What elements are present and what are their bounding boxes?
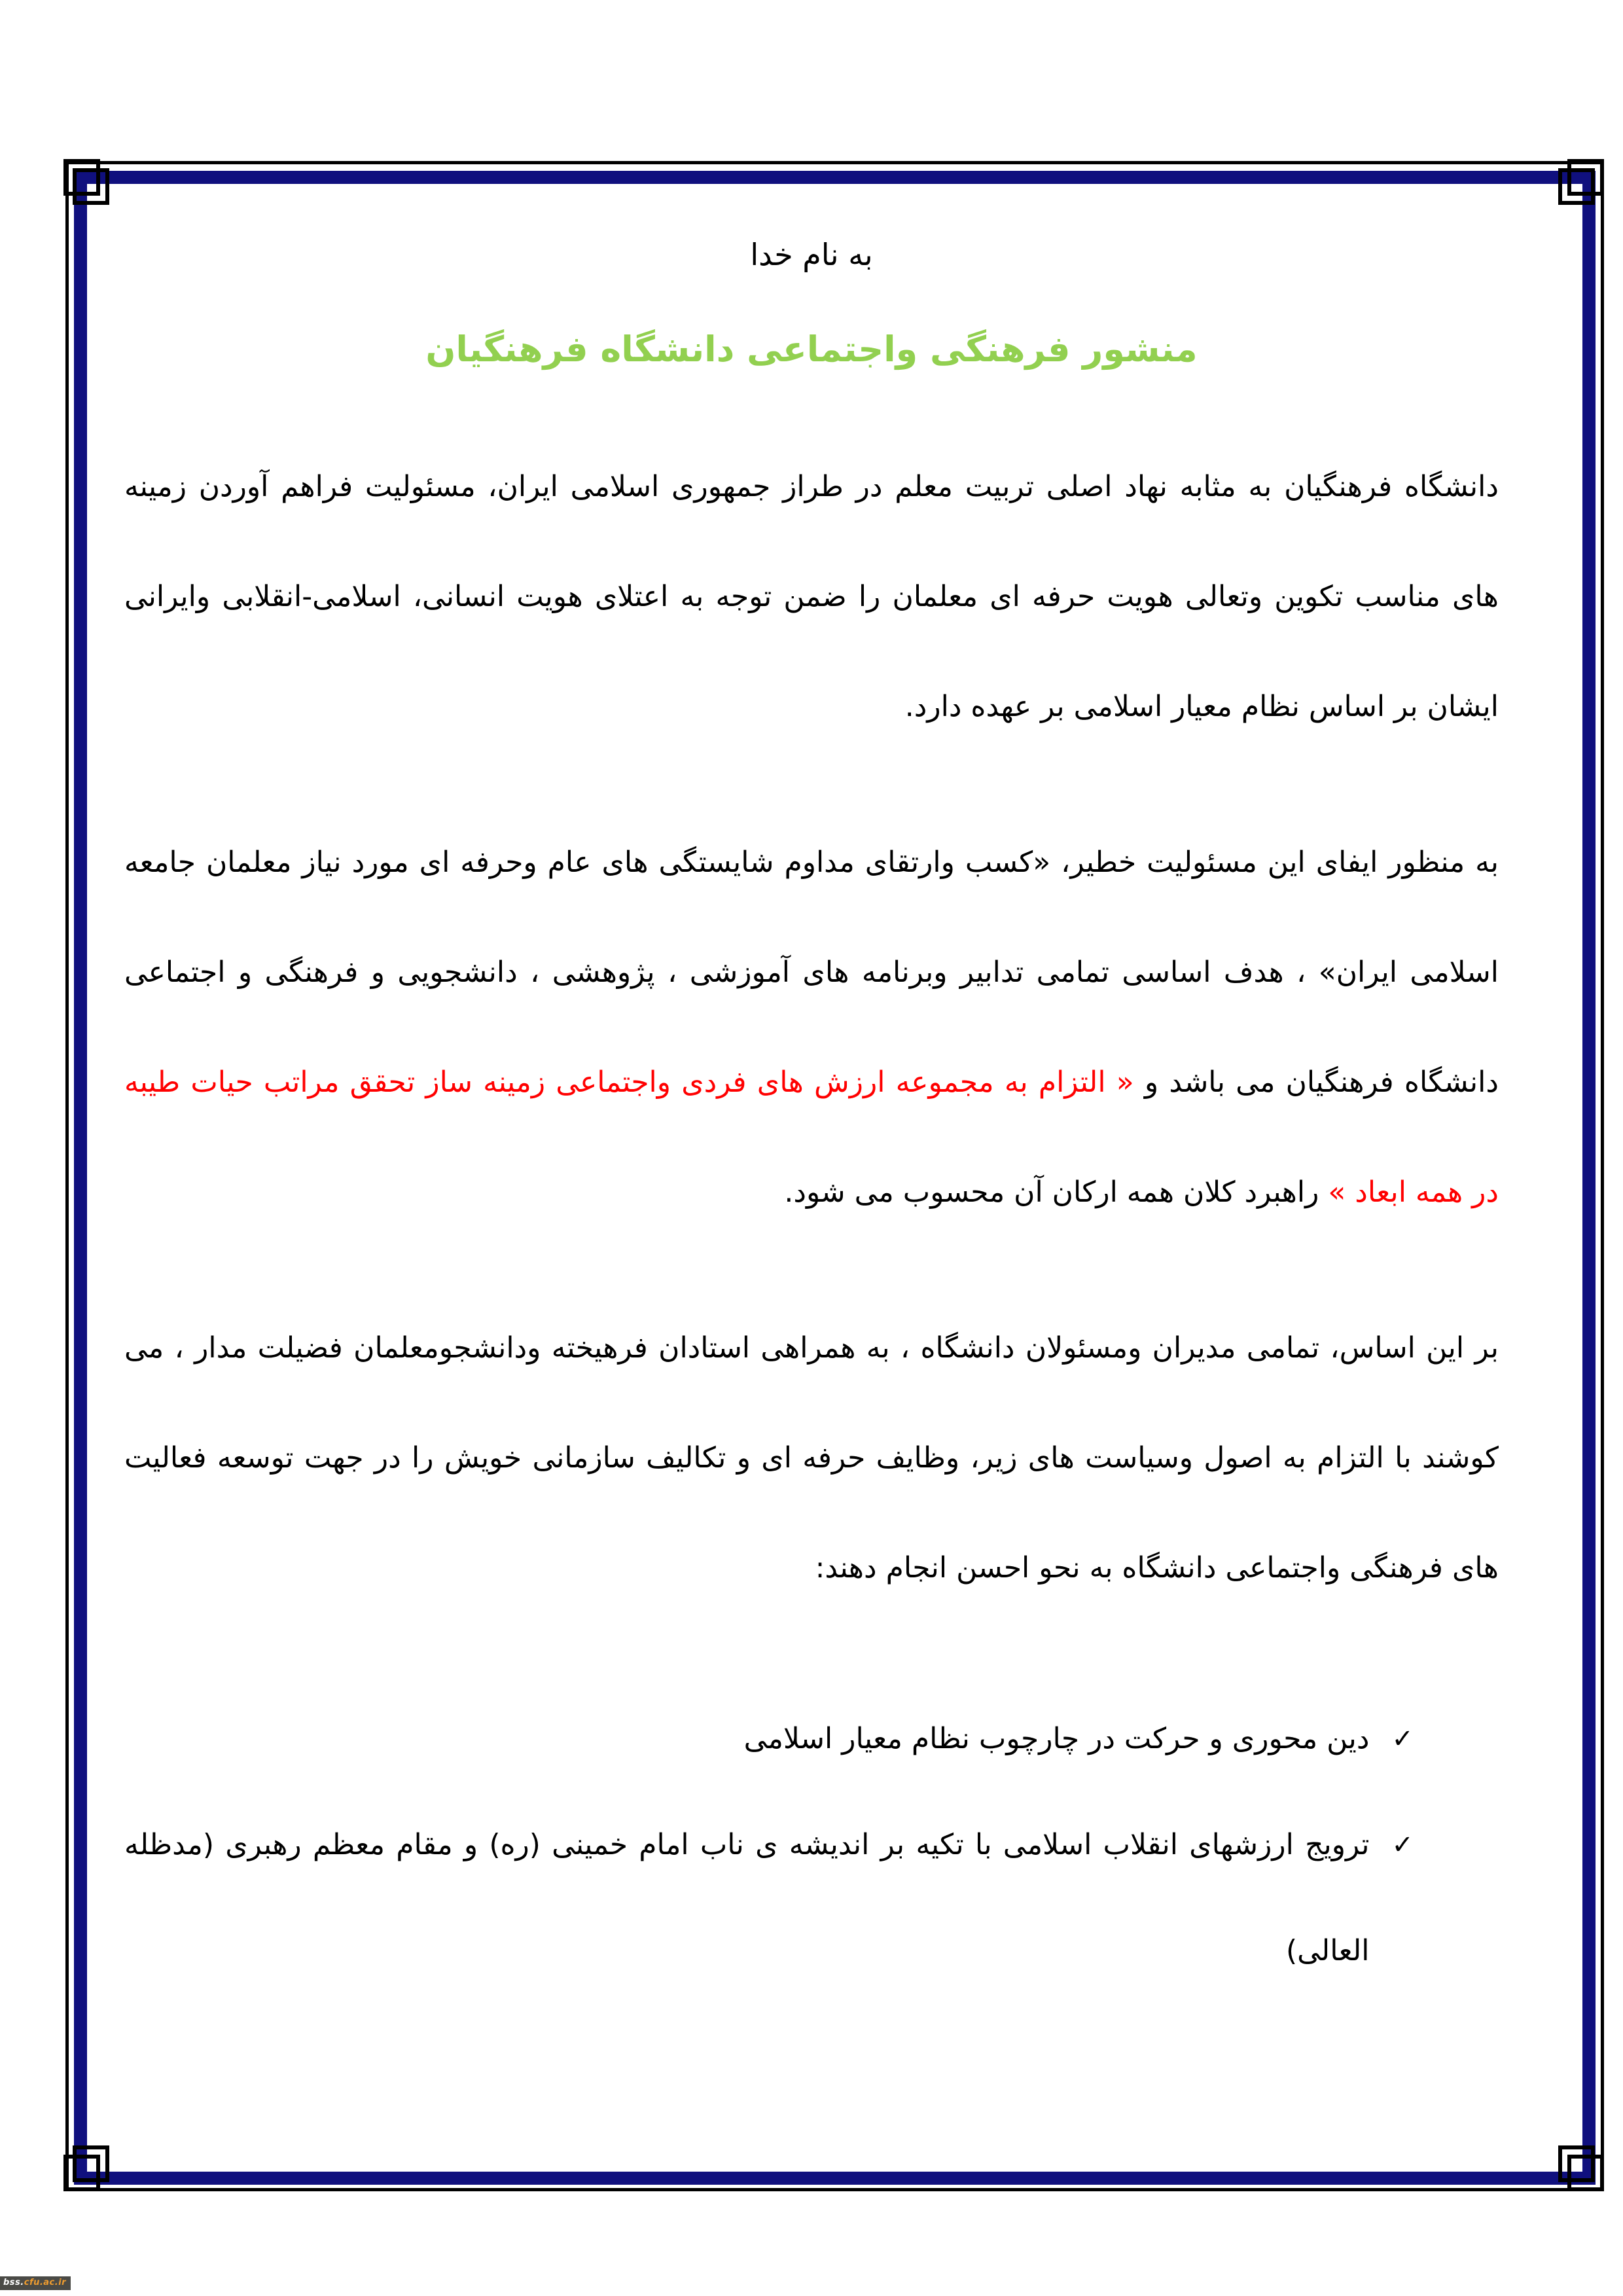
paragraph-purpose-black-segment-1: به منظور ایفای این مسئولیت خطیر، «کسب وارتقای مداوم شایستگی های عام وحرفه ای مورد نیاز معلمان جامعه اسلامی ایران» ، هدف اساسی تمامی تدابیر وبرنامه های آموزشی ، پژوهشی ، دانشجویی و فرهنگی و اجتماعی دانشگاه فرهنگیان می باشد و [124, 846, 1499, 1099]
paragraph-mission: دانشگاه فرهنگیان به مثابه نهاد اصلی تربیت معلم در طراز جمهوری اسلامی ایران، مسئولیت فراهم آوردن زمینه های مناسب تکوین وتعالی هویت حرفه ای معلمان را ضمن توجه به اعتلای هویت انسانی، اسلامی-انقلابی وایرانی ایشان بر اساس نظام معیار اسلامی بر عهده دارد. [124, 470, 1499, 723]
paragraph-purpose-red-highlight: « التزام به مجموعه ارزش های فردی واجتماعی زمینه ساز تحقق مراتب حیات طیبه در همه ابعاد » [124, 1066, 1499, 1209]
paragraph-purpose-black-segment-2: راهبرد کلان همه ارکان آن محسوب می شود. [784, 1175, 1329, 1209]
paragraph-commitment: بر این اساس، تمامی مدیران ومسئولان دانشگاه ، به همراهی استادان فرهیخته ودانشجومعلمان فضیلت مدار ، می کوشند با التزام به اصول وسیاست های زیر، وظایف حرفه ای و تکالیف سازمانی خویش را در جهت توسعه فعالیت های فرهنگی واجتماعی دانشگاه به نحو احسن انجام دهند: [124, 1331, 1499, 1585]
corner-ornament-top-right [1558, 168, 1595, 205]
check-icon: ✓ [1391, 1830, 1414, 1860]
corner-ornament-bottom-right [1558, 2145, 1595, 2182]
watermark-domain: cfu.ac.ir [24, 2278, 67, 2287]
list-item [124, 1792, 1414, 2004]
list-item-text: دین محوری و حرکت در چارچوب نظام معیار اسلامی [743, 1722, 1370, 1755]
bismillah-heading: به نام خدا [750, 237, 873, 272]
corner-ornament-top-left [73, 168, 109, 205]
check-icon: ✓ [1391, 1724, 1414, 1754]
list-item [124, 1686, 1414, 1792]
principles-checklist [124, 1686, 1499, 2004]
document-body [124, 432, 1499, 2004]
list-item-text: ترویج ارزشهای انقلاب اسلامی با تکیه بر اندیشه ی ناب امام خمینی (ره) و مقام معظم رهبری (مدظله العالی) [124, 1828, 1370, 1967]
paragraph-purpose [124, 808, 1499, 1247]
watermark-prefix: bss. [3, 2278, 24, 2287]
page-title: منشور فرهنگی واجتماعی دانشگاه فرهنگیان [425, 329, 1198, 370]
corner-ornament-bottom-left [73, 2145, 109, 2182]
site-watermark [0, 2276, 71, 2290]
